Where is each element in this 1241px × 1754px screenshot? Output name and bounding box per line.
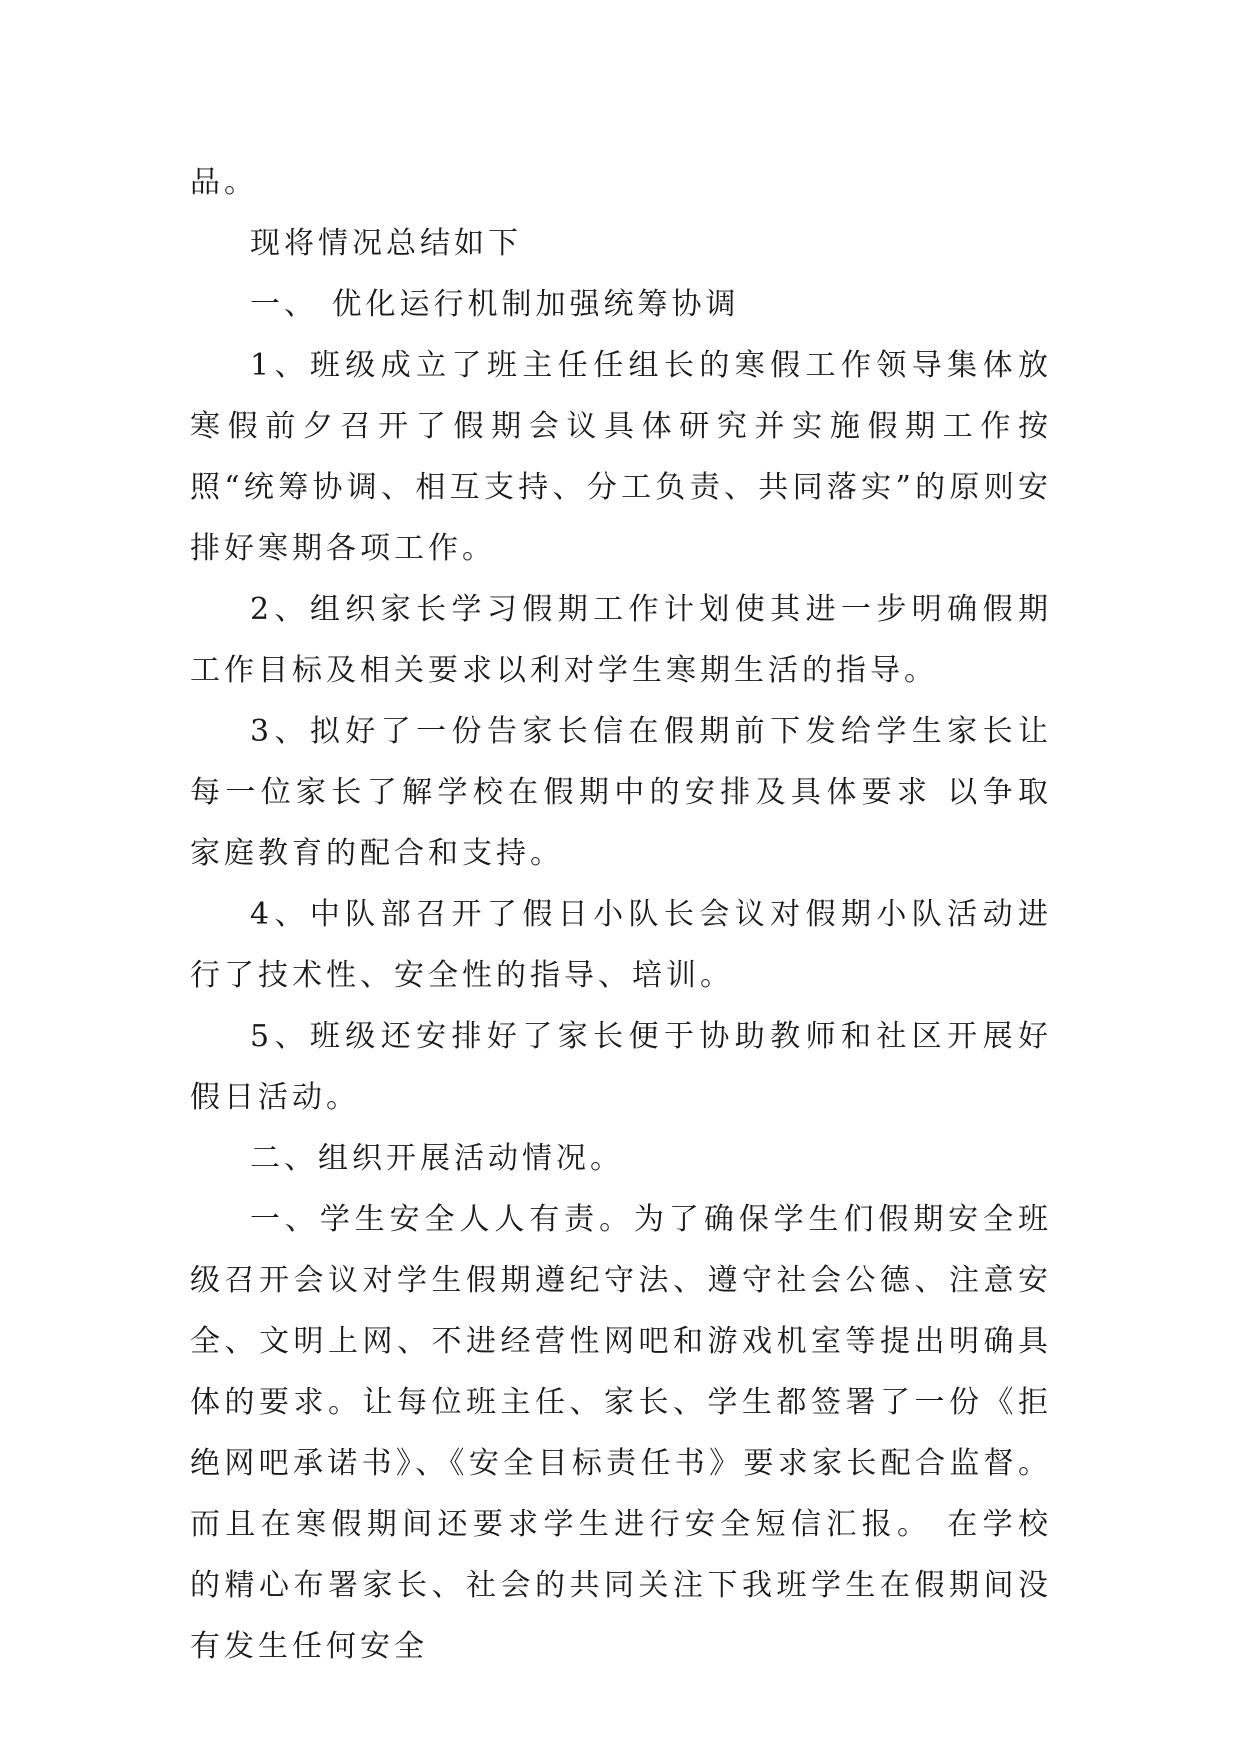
document-body xyxy=(190,152,1052,1677)
paragraph-safety: 一、学生安全人人有责。为了确保学生们假期安全班级召开会议对学生假期遵纪守法、遵守社会公德、注意安全、文明上网、不进经营性网吧和游戏机室等提出明确具体的要求。让每位班主任、家长、学生都签署了一份《拒绝网吧承诺书》、《安全目标责任书》要求家长配合监督。而且在寒假期间还要求学生进行安全短信汇报。 在学校的精心布署家长、社会的共同关注下我班学生在假期间没有发生任何安全 xyxy=(190,1202,1052,1664)
paragraph-item-5: 5、班级还安排好了家长便于协助教师和社区开展好假日活动。 xyxy=(190,1019,1052,1115)
paragraph-item-3: 3、拟好了一份告家长信在假期前下发给学生家长让每一位家长了解学校在假期中的安排及具体要求 以争取家庭教育的配合和支持。 xyxy=(190,714,1052,871)
section-heading-one: 一、 优化运行机制加强统筹协调 xyxy=(250,287,740,322)
paragraph-item-4: 4、中队部召开了假日小队长会议对假期小队活动进行了技术性、安全性的指导、培训。 xyxy=(190,897,1052,993)
paragraph-item-1: 1、班级成立了班主任任组长的寒假工作领导集体放寒假前夕召开了假期会议具体研究并实施假期工作按照“统筹协调、相互支持、分工负责、共同落实”的原则安排好寒期各项工作。 xyxy=(190,348,1052,566)
paragraph-continuation: 品。 xyxy=(190,165,258,200)
paragraph-item-2: 2、组织家长学习假期工作计划使其进一步明确假期工作目标及相关要求以利对学生寒期生活的指导。 xyxy=(190,592,1052,688)
section-heading-two: 二、组织开展活动情况。 xyxy=(250,1141,624,1176)
paragraph-summary-intro: 现将情况总结如下 xyxy=(250,226,522,261)
